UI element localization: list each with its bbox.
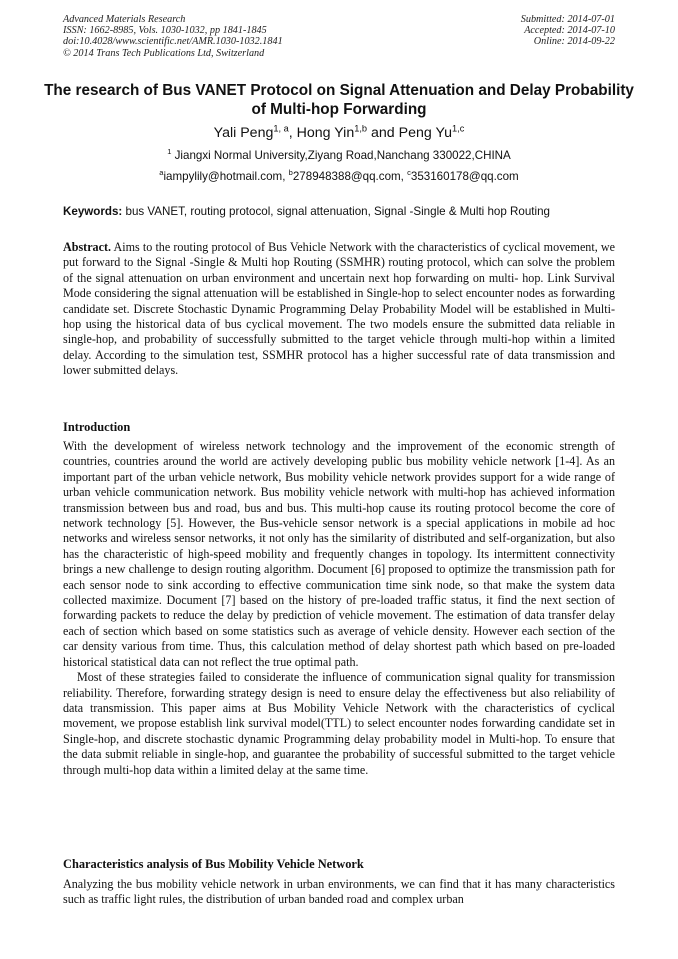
email-a: iampylily@hotmail.com,	[163, 170, 289, 183]
email-superscript: b	[288, 168, 293, 178]
affiliation-text: Jiangxi Normal University,Ziyang Road,Nanchang 330022,CHINA	[171, 149, 511, 162]
email-b: 278948388@qq.com,	[292, 170, 408, 183]
author-list	[40, 124, 638, 142]
email-superscript: a	[159, 168, 164, 178]
section-heading-characteristics: Characteristics analysis of Bus Mobility Vehicle Network	[63, 857, 364, 871]
abstract	[63, 240, 615, 379]
journal-issn: ISSN: 1662-8985, Vols. 1030-1032, pp 1841-1845	[63, 25, 267, 37]
paper-title: The research of Bus VANET Protocol on Signal Attenuation and Delay Probability of Multi-hop Forwarding	[44, 82, 634, 118]
characteristics-paragraph-1: Analyzing the bus mobility vehicle network in urban environments, we can find that it has many characteristics such as traffic light rules, the distribution of urban banded road and complex urban	[63, 877, 615, 907]
keywords	[63, 205, 615, 219]
journal-doi: doi:10.4028/www.scientific.net/AMR.1030-1032.1841	[63, 36, 283, 48]
introduction-paragraph-1: With the development of wireless network technology and the improvement of the economic strength of countries, countries around the world are actively developing public bus mobility vehicle network [1-4]. As an important part of the urban vehicle network, Bus mobility vehicle network provides support for a wide range of urban vehicle communication network. Bus mobility vehicle network with multi-hop has achieved information transmission between bus and road, bus and bus. This multi-hop cause its routing protocol become the core of network technology [5]. However, the Bus-vehicle sensor network is a special applications in mobile ad hoc networks and wireless sensor networks, it not only has the similarity of distributed and self-organization, but also has the characteristic of high-speed mobility and frequently changes in topology. Its intermittent connectivity brings a new challenge to design routing algorithm. Document [6] proposed to optimize the transmission path for each sensor node to sink according to effective communication time sink node, so that make the system data collected maximize. Document [7] based on the history of pre-loaded traffic status, it find the next section of forwarding packets to reduce the delay by prediction of vehicle movement. The estimation of data transfer delay each of section which based on some statistics such as average of vehicle density. However each section of the car density various from time. Thus, this calculation method of delay shortest path which based on pre-loaded historical statistical data can not reflect the true optimal path.	[63, 439, 615, 669]
journal-name: Advanced Materials Research	[63, 14, 186, 25]
author-name: Yali Peng	[213, 125, 274, 141]
journal-header-left	[63, 14, 283, 59]
journal-copyright: © 2014 Trans Tech Publications Ltd, Switzerland	[63, 47, 265, 59]
characteristics-body	[63, 877, 615, 908]
keywords-label: Keywords:	[63, 205, 123, 218]
accepted-date: Accepted: 2014-07-10	[524, 25, 615, 37]
abstract-text: Aims to the routing protocol of Bus Vehicle Network with the characteristics of cyclical movement, we put forward to the Signal -Single & Multi hop Routing (SSMHR) routing protocol, which can solve the problem of the signal attenuation on urban environment and uncertain next hop forwarding on multi- hop. Link Survival Mode considering the signal attenuation will be established in Single-hop to select encounter nodes as forwarding candidate set. Discrete Stochastic Dynamic Programming Delay Probability Model will be established in Multi-hop using the historical data of bus cyclical movement. The two models ensure the submitted data reliable in single-hop, and probability of successfully submitted to the target vehicle through multi-hop within a limited delay. According to the simulation test, SSMHR protocol has a higher successful rate of data transmission and lower submitted delays.	[63, 240, 615, 378]
author-name: Peng Yu	[398, 125, 453, 141]
abstract-paragraph	[63, 240, 615, 379]
abstract-label: Abstract.	[63, 240, 112, 254]
author-separator: ,	[288, 125, 297, 141]
affiliation-superscript: 1	[167, 147, 172, 157]
affiliation	[40, 149, 638, 163]
email-superscript: c	[407, 168, 411, 178]
online-date: Online: 2014-09-22	[533, 36, 615, 48]
introduction-body	[63, 439, 615, 778]
journal-header-right	[521, 14, 615, 48]
author-separator: and	[367, 125, 399, 141]
keywords-text: bus VANET, routing protocol, signal attenuation, Signal -Single & Multi hop Routing	[122, 205, 550, 218]
author-superscript: 1,b	[354, 123, 368, 134]
author-superscript: 1, a	[273, 123, 289, 134]
email-c: 353160178@qq.com	[410, 170, 519, 183]
submitted-date: Submitted: 2014-07-01	[520, 14, 615, 25]
author-emails	[40, 170, 638, 184]
author-name: Hong Yin	[296, 125, 355, 141]
section-heading-introduction: Introduction	[63, 420, 131, 434]
introduction-paragraph-2: Most of these strategies failed to considerate the influence of communication signal quality for transmission reliability. Therefore, forwarding strategy design is need to ensure delay the effectiveness but also reliability of data transmission. This paper aims at Bus Mobility Vehicle Network with the characteristics of cyclical movement, we propose establish link survival model(TTL) to select encounter nodes forwarding candidate set in Single-hop, and discrete stochastic dynamic Programming delay probability model in Multi-hop. To ensure that the data submit reliable in single-hop, and guarantee the probability of successful submitted to the target vehicle through multi-hop data within a limited delay at the same time.	[63, 670, 615, 777]
author-superscript: 1,c	[452, 123, 465, 134]
